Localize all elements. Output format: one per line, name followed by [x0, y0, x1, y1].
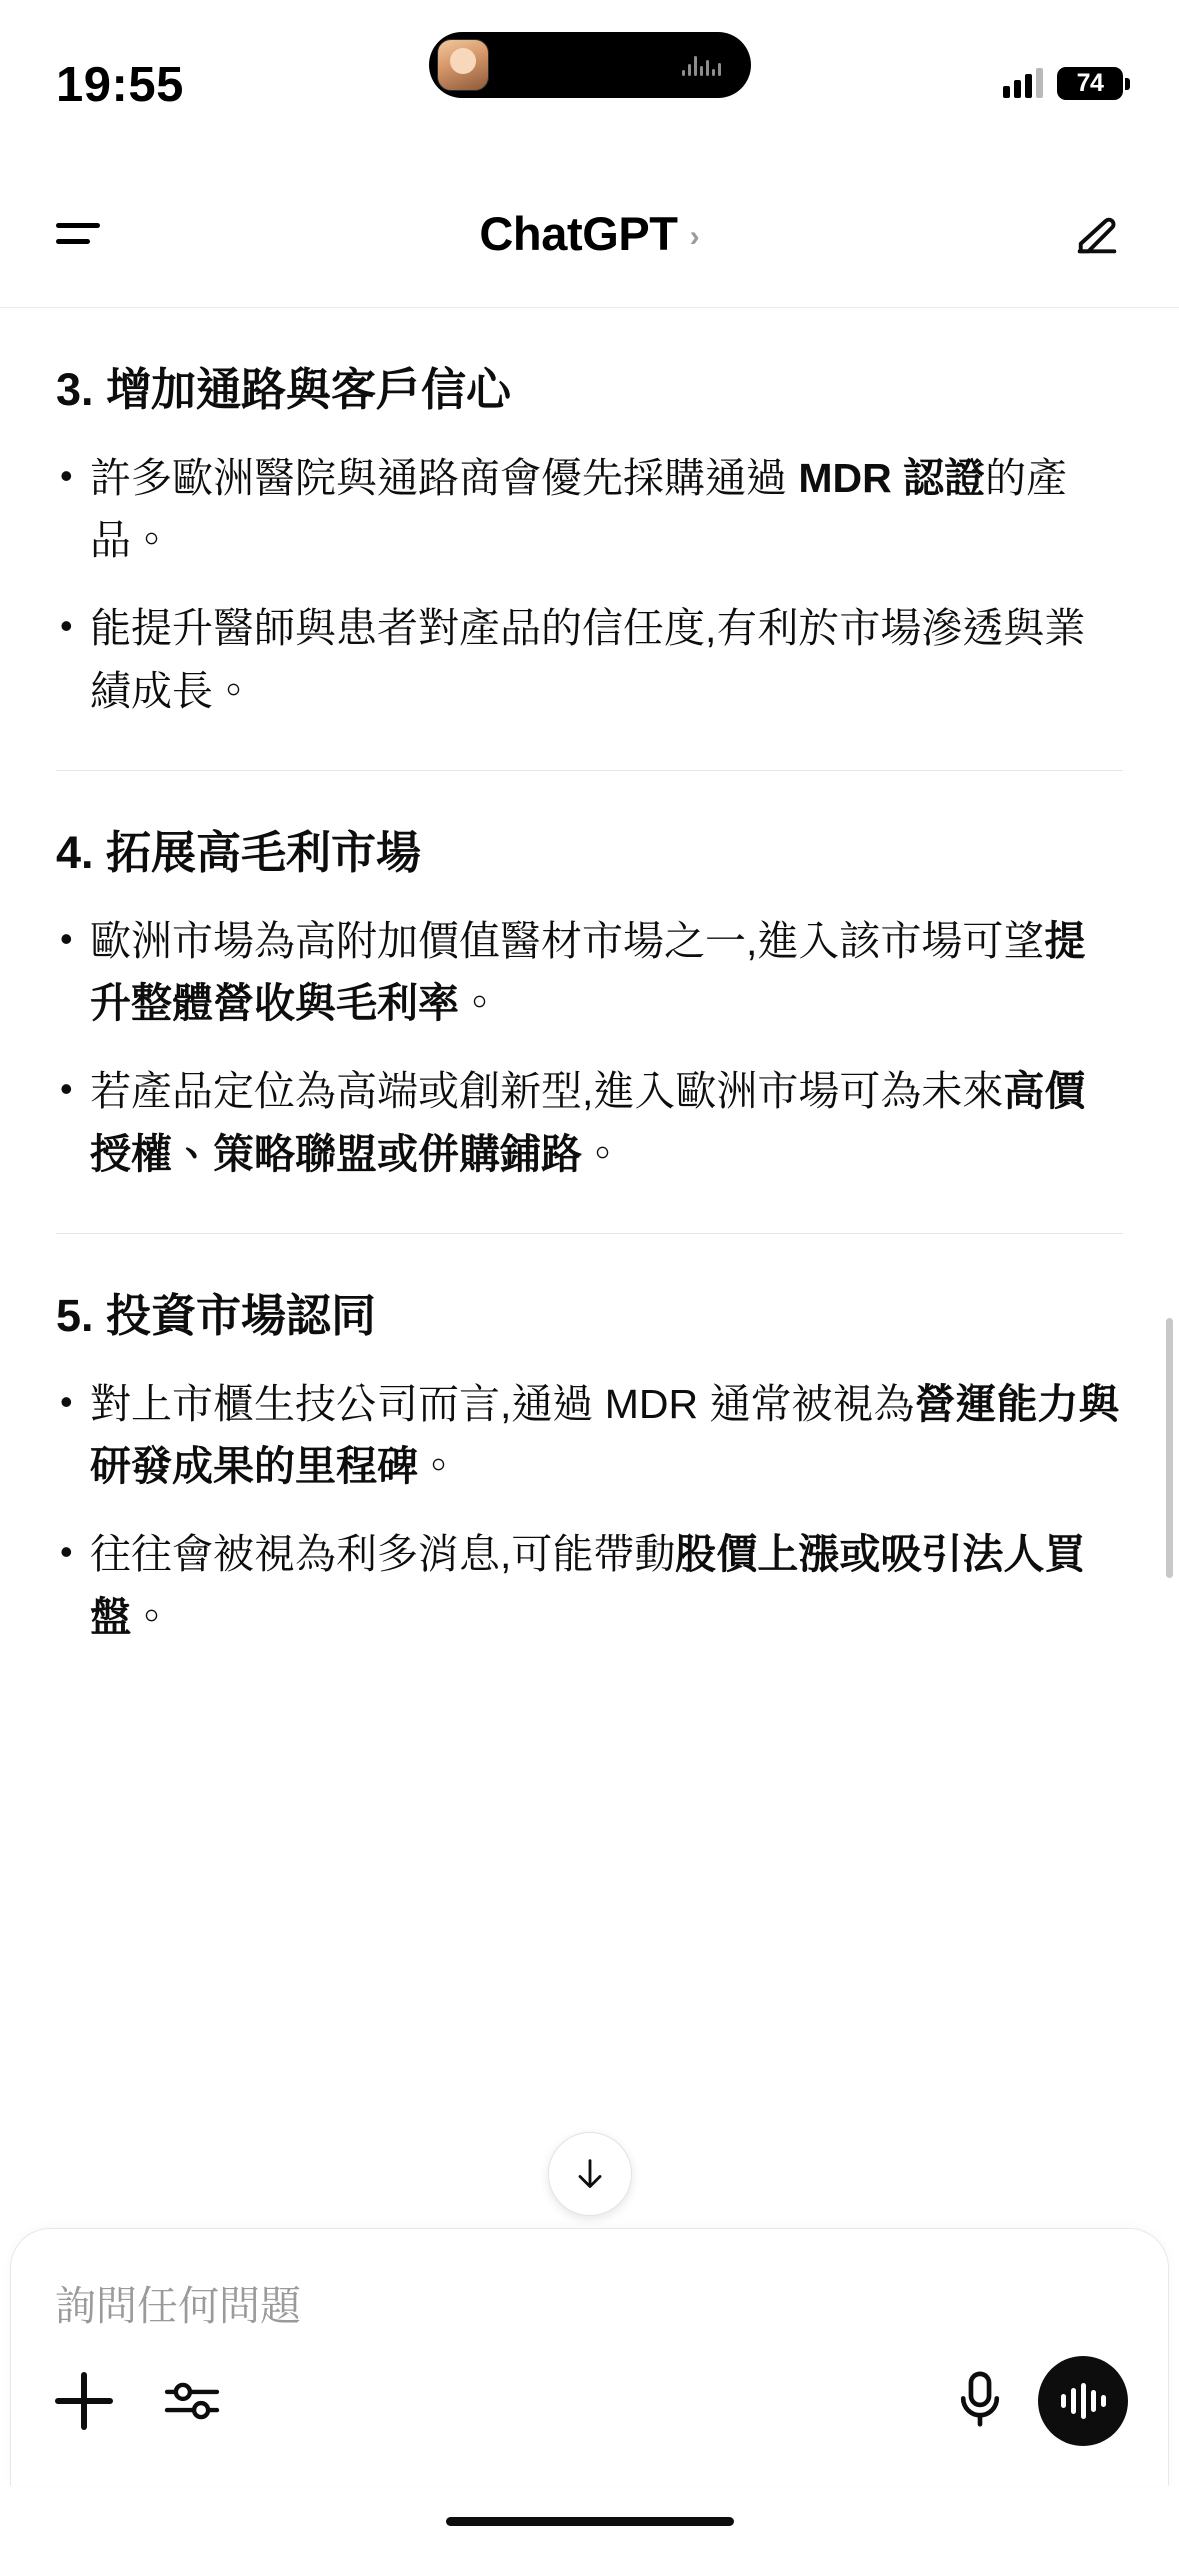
navigation-bar	[0, 160, 1179, 308]
text-run: 。	[131, 1593, 172, 1640]
scroll-to-bottom-button[interactable]	[548, 2132, 632, 2216]
section-heading: 5. 投資市場認同	[56, 1290, 377, 1341]
text-run-bold: 營運能力與研發成果的里程碑	[90, 1380, 1120, 1490]
text-run: 。	[459, 980, 500, 1027]
dynamic-island[interactable]	[429, 32, 751, 98]
list-item	[56, 1060, 1123, 1185]
page-title: ChatGPT	[479, 207, 678, 260]
nav-title-group[interactable]	[0, 206, 1179, 261]
bullet-list	[56, 447, 1123, 722]
status-time: 19:55	[56, 58, 184, 112]
home-indicator[interactable]	[446, 2517, 734, 2526]
chat-scroll-area[interactable]	[0, 308, 1179, 2228]
text-run: 對上市櫃生技公司而言,通過 MDR 通常被視為	[90, 1380, 915, 1427]
cellular-signal-icon	[1003, 68, 1043, 98]
section-heading: 3. 增加通路與客戶信心	[56, 364, 512, 415]
text-run-bold: MDR 認證	[798, 454, 986, 501]
text-run: 能提升醫師與患者對產品的信任度,有利於市場滲透與業績成長。	[90, 605, 1086, 714]
text-run: 。	[582, 1130, 623, 1177]
vertical-scrollbar[interactable]	[1166, 1318, 1173, 1578]
hamburger-menu-icon[interactable]	[56, 211, 112, 257]
text-run: 許多歐洲醫院與通路商會優先採購通過	[90, 454, 799, 501]
audio-waveform-icon	[682, 54, 721, 76]
text-run: 。	[418, 1443, 459, 1490]
home-indicator-area	[0, 2486, 1179, 2556]
live-activity-thumbnail-icon[interactable]	[437, 39, 489, 91]
text-run: 若產品定位為高端或創新型,進入歐洲市場可為未來	[90, 1068, 1004, 1115]
battery-level: 74	[1076, 68, 1104, 97]
composer-toolbar	[55, 2356, 1128, 2446]
text-run: 歐洲市場為高附加價值醫材市場之一,進入該市場可望	[90, 917, 1045, 964]
chevron-right-icon: ›	[689, 219, 700, 253]
text-run-bold: 股價上漲或吸引法人買盤	[90, 1531, 1086, 1640]
message-composer[interactable]	[10, 2228, 1169, 2486]
add-attachment-icon[interactable]	[55, 2372, 113, 2430]
battery-icon	[1057, 67, 1123, 100]
bullet-list	[56, 1373, 1123, 1648]
text-run: 往往會被視為利多消息,可能帶動	[90, 1531, 676, 1578]
list-item	[56, 597, 1123, 722]
list-item	[56, 1523, 1123, 1648]
text-run-bold: 提升整體營收與毛利率	[90, 917, 1086, 1027]
section-heading: 4. 拓展高毛利市場	[56, 827, 422, 878]
message-section-3	[56, 308, 1123, 771]
voice-mode-icon[interactable]	[1038, 2356, 1128, 2446]
status-right-cluster	[1003, 67, 1123, 100]
bullet-list	[56, 910, 1123, 1185]
arrow-down-icon	[570, 2154, 610, 2194]
text-run: 的產品。	[90, 454, 1068, 564]
text-run-bold: 高價授權、策略聯盟或併購鋪路	[90, 1068, 1086, 1177]
compose-new-chat-icon[interactable]	[1071, 208, 1123, 260]
tools-sliders-icon[interactable]	[161, 2376, 223, 2426]
list-item	[56, 1373, 1123, 1498]
status-bar	[0, 0, 1179, 160]
list-item	[56, 447, 1123, 572]
composer-right-actions	[956, 2356, 1128, 2446]
message-section-4	[56, 771, 1123, 1234]
list-item	[56, 910, 1123, 1035]
message-section-5	[56, 1234, 1123, 1648]
microphone-icon[interactable]	[956, 2370, 1004, 2432]
message-input[interactable]: 詢問任何問題	[55, 2283, 301, 2329]
